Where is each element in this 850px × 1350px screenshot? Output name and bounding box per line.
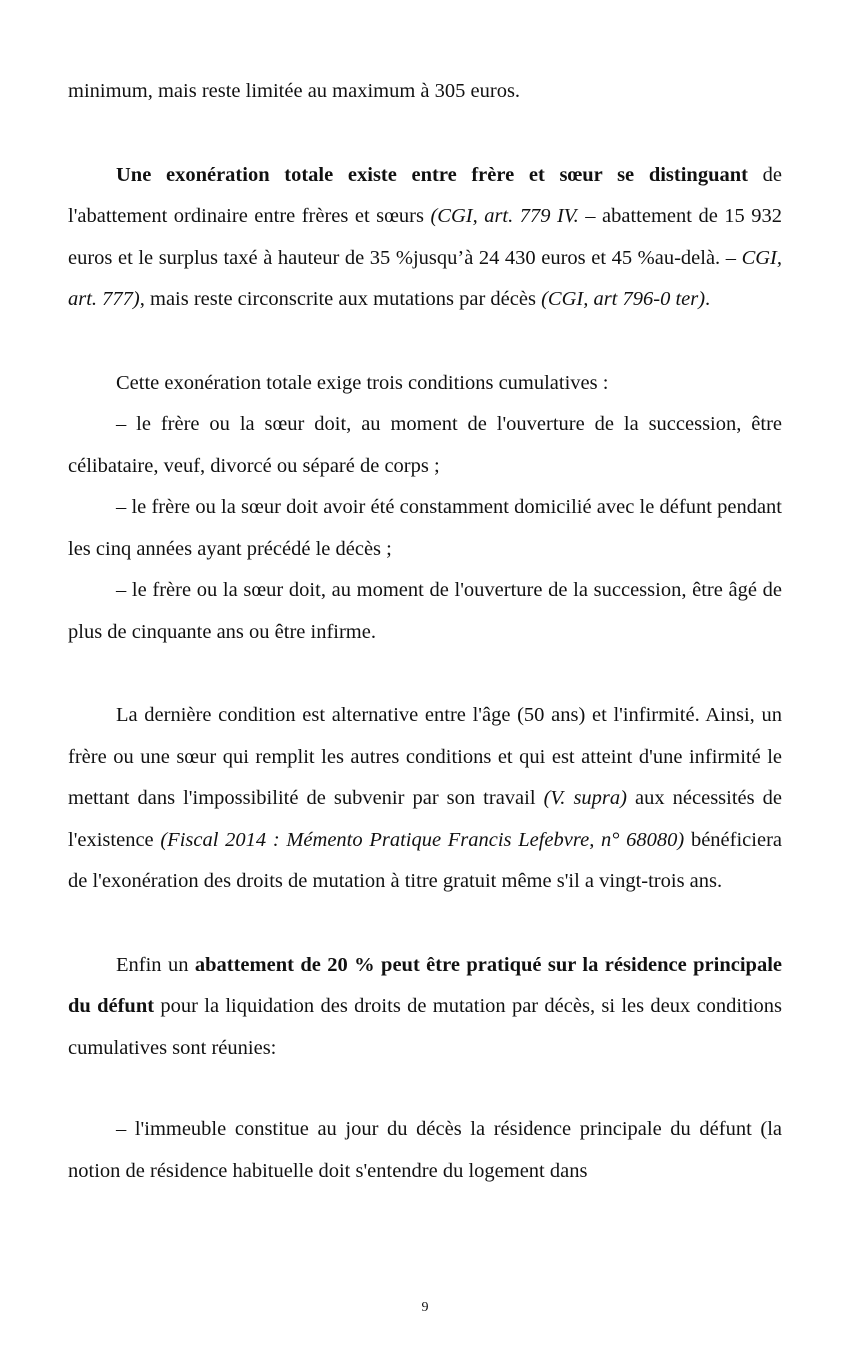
paragraph-spacer xyxy=(68,113,782,155)
paragraph-text: . xyxy=(705,288,711,310)
paragraph-text: – l'immeuble constitue au jour du décès la résidence principale du défunt (la notion de résidence habituelle doit s'entendre du logement dans xyxy=(68,1118,782,1182)
paragraph-text: minimum, mais reste limitée au maximum à 305 euros. xyxy=(68,80,521,102)
document-page xyxy=(68,71,782,1192)
paragraph-text: pour la liquidation des droits de mutation par décès, si les deux conditions cumulatives sont réunies: xyxy=(68,995,782,1059)
citation: (Fiscal 2014 : Mémento Pratique Francis Lefebvre, n° 68080) xyxy=(160,828,685,851)
paragraph-text: , mais reste circonscrite aux mutations par décès xyxy=(139,288,542,310)
condition-item-3 xyxy=(68,570,782,653)
bold-text: Une exonération totale existe entre frère et sœur se distinguant xyxy=(116,163,748,186)
paragraph-last-condition xyxy=(68,695,782,903)
citation: CGI, art. 777) xyxy=(68,246,782,310)
citation: (CGI, art 796-0 ter) xyxy=(541,288,706,310)
paragraph-exoneration xyxy=(68,155,782,321)
citation: (CGI, art. 779 IV. – xyxy=(430,205,596,227)
condition-item-2 xyxy=(68,487,782,570)
paragraph-text: bénéficiera de l'exonération des droits de mutation à titre gratuit même s'il a vingt-trois ans. xyxy=(68,828,782,892)
paragraph-text: La dernière condition est alternative entre l'âge (50 ans) et l'infirmité. Ainsi, un frère ou une sœur qui remplit les autres conditions et qui est atteint d'une infirmité le mettant dans l'impossibilité de subvenir par son travail xyxy=(68,704,782,809)
paragraph-text: – le frère ou la sœur doit avoir été constamment domicilié avec le défunt pendant les cinq années ayant précédé le décès ; xyxy=(68,496,782,560)
paragraph-conditions-intro xyxy=(68,363,782,405)
paragraph-text: de l'abattement ordinaire entre frères et sœurs xyxy=(68,163,782,227)
paragraph-spacer xyxy=(68,321,782,363)
paragraph-abattement xyxy=(68,945,782,1070)
page-number: 9 xyxy=(421,1300,429,1315)
paragraph-text: Cette exonération totale exige trois conditions cumulatives : xyxy=(116,371,609,394)
paragraph-spacer xyxy=(68,653,782,695)
paragraph-text: aux nécessités de l'existence xyxy=(68,787,782,851)
bold-text: abattement de 20 % peut être pratiqué sur la résidence principale du défunt xyxy=(68,953,782,1017)
paragraph-intro xyxy=(68,71,782,113)
paragraph-text: – le frère ou la sœur doit, au moment de l'ouverture de la succession, être célibataire, veuf, divorcé ou séparé de corps ; xyxy=(68,413,782,477)
paragraph-text: – le frère ou la sœur doit, au moment de l'ouverture de la succession, être âgé de plus de cinquante ans ou être infirme. xyxy=(68,579,782,643)
paragraph-text: Enfin un xyxy=(116,953,195,976)
citation: (V. supra) xyxy=(543,787,627,809)
paragraph-spacer xyxy=(68,903,782,945)
condition-item-1 xyxy=(68,404,782,487)
paragraph-spacer xyxy=(68,1069,782,1109)
paragraph-text: abattement de 15 932 euros et le surplus taxé à hauteur de 35 %jusqu’à 24 430 euros et 45 %au-delà. – xyxy=(68,205,783,269)
paragraph-residence-condition xyxy=(68,1109,782,1192)
